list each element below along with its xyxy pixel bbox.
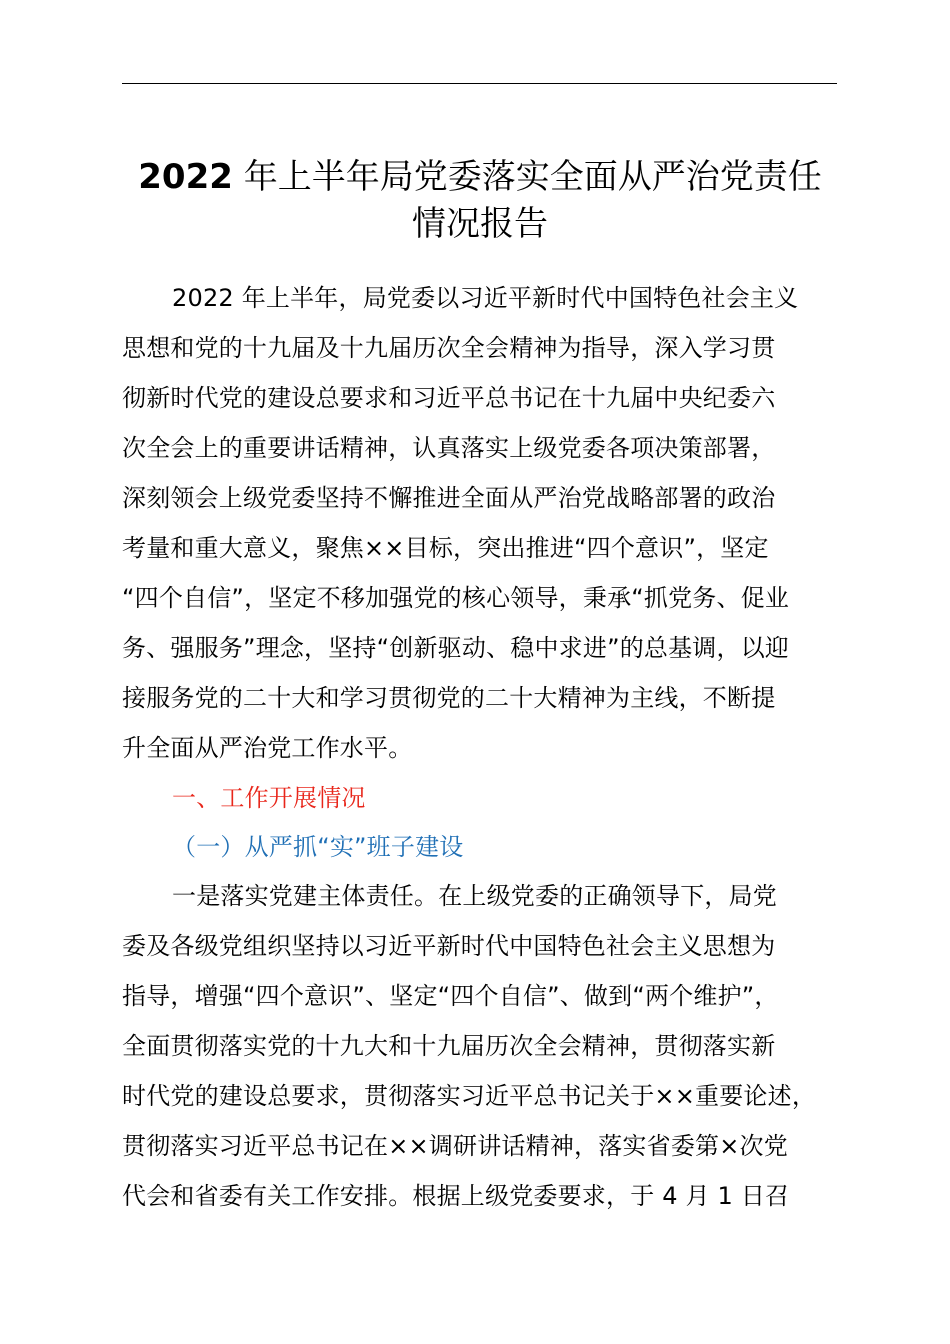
header-rule bbox=[122, 83, 837, 84]
body-paragraph-line: 一是落实党建主体责任。在上级党委的正确领导下，局党 bbox=[172, 882, 777, 910]
intro-paragraph-line: 深刻领会上级党委坚持不懈推进全面从严治党战略部署的政治 bbox=[122, 484, 776, 512]
body-paragraph-line: 时代党的建设总要求，贯彻落实习近平总书记关于××重要论述， bbox=[122, 1082, 817, 1110]
title-text-line-1: 年上半年局党委落实全面从严治党责任 bbox=[232, 157, 822, 197]
title-year: 2022 bbox=[138, 157, 233, 197]
body-paragraph-line: 代会和省委有关工作安排。根据上级党委要求，于 4 月 1 日召 bbox=[122, 1182, 790, 1210]
document-title-line-1 bbox=[80, 152, 880, 202]
section-heading: 一、工作开展情况 bbox=[172, 784, 366, 812]
intro-paragraph-line: 升全面从严治党工作水平。 bbox=[122, 734, 413, 762]
intro-paragraph-line: 思想和党的十九届及十九届历次全会精神为指导，深入学习贯 bbox=[122, 334, 776, 362]
intro-paragraph-line: 彻新时代党的建设总要求和习近平总书记在十九届中央纪委六 bbox=[122, 384, 776, 412]
body-paragraph-line: 指导，增强“四个意识”、坚定“四个自信”、做到“两个维护”， bbox=[122, 982, 779, 1010]
body-paragraph-line: 全面贯彻落实党的十九大和十九届历次全会精神，贯彻落实新 bbox=[122, 1032, 776, 1060]
intro-paragraph-line: 务、强服务”理念，坚持“创新驱动、稳中求进”的总基调，以迎 bbox=[122, 634, 790, 662]
subsection-heading: （一）从严抓“实”班子建设 bbox=[172, 833, 464, 861]
intro-paragraph-line: 2022 年上半年，局党委以习近平新时代中国特色社会主义 bbox=[172, 284, 799, 312]
intro-paragraph-line: 次全会上的重要讲话精神，认真落实上级党委各项决策部署， bbox=[122, 434, 776, 462]
intro-paragraph-line: “四个自信”，坚定不移加强党的核心领导，秉承“抓党务、促业 bbox=[122, 584, 790, 612]
body-paragraph-line: 贯彻落实习近平总书记在××调研讲话精神，落实省委第×次党 bbox=[122, 1132, 788, 1160]
intro-paragraph-line: 接服务党的二十大和学习贯彻党的二十大精神为主线，不断提 bbox=[122, 684, 776, 712]
body-paragraph-line: 委及各级党组织坚持以习近平新时代中国特色社会主义思想为 bbox=[122, 932, 776, 960]
intro-paragraph-line: 考量和重大意义，聚焦××目标，突出推进“四个意识”，坚定 bbox=[122, 534, 769, 562]
document-title-line-2: 情况报告 bbox=[412, 204, 548, 244]
